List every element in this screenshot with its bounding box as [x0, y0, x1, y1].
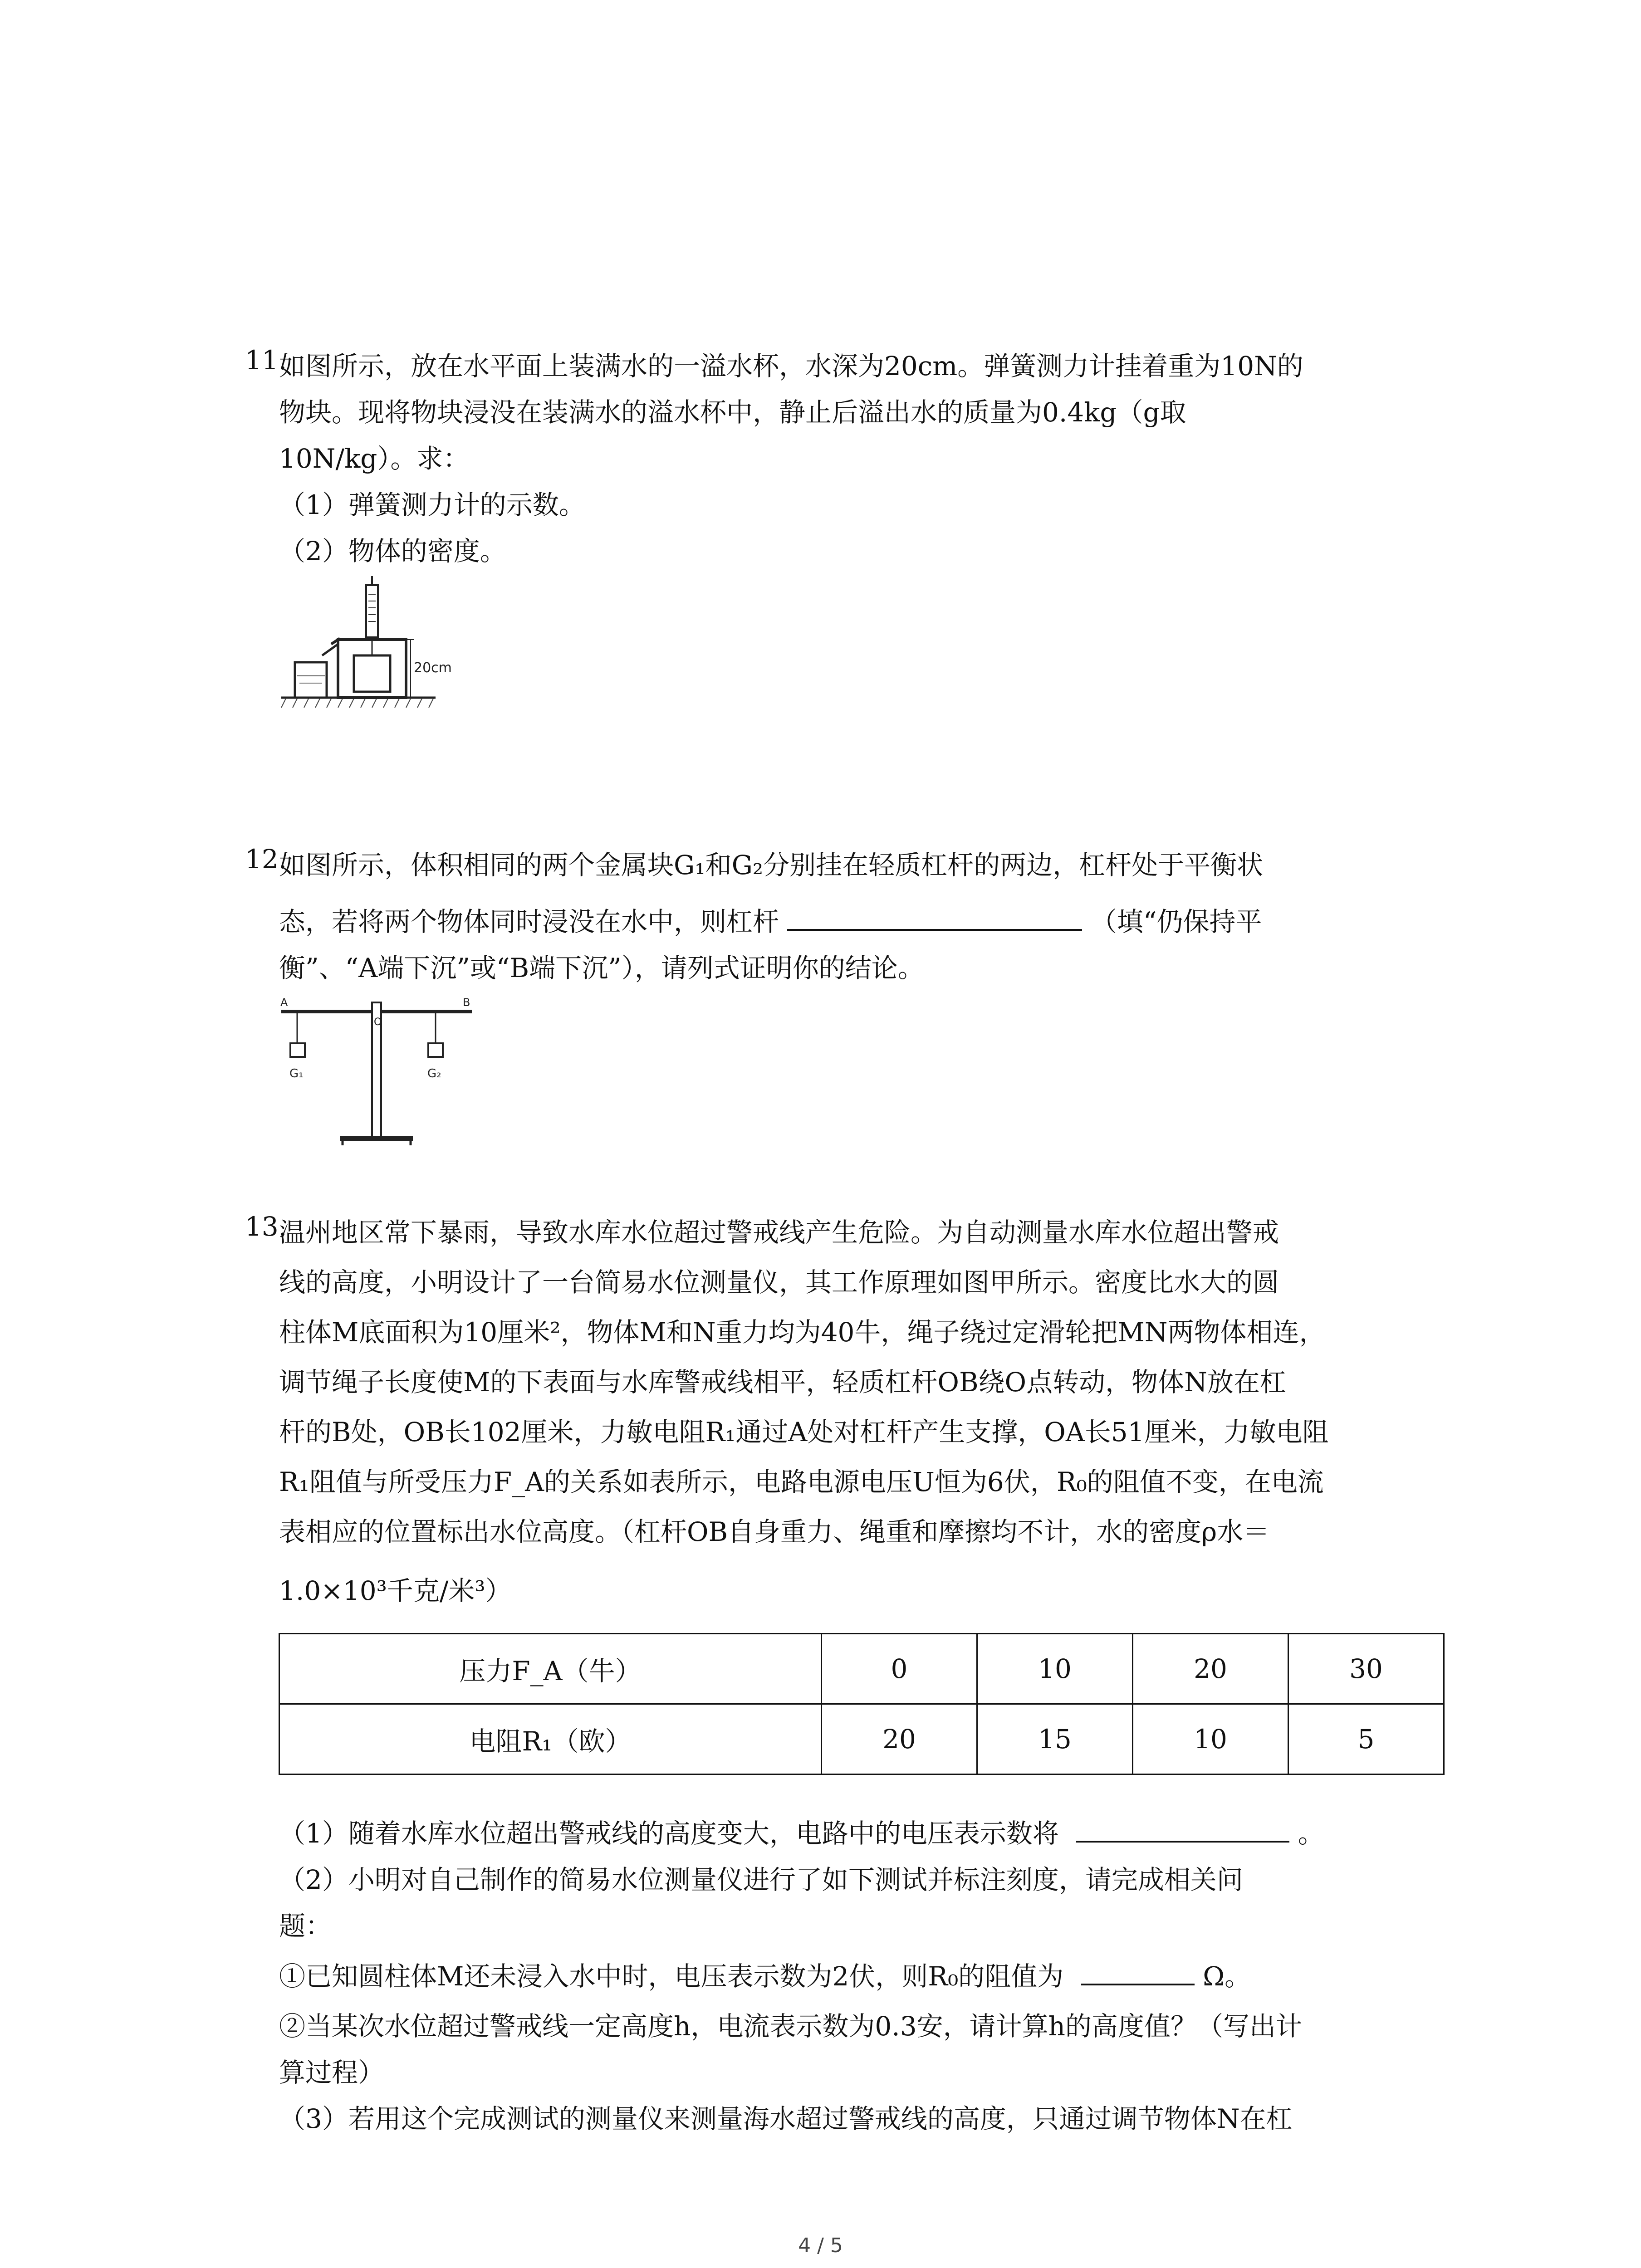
table-cell-label: 压力F_A（牛） [279, 1634, 822, 1704]
table-cell: 10 [1133, 1704, 1288, 1774]
q11-figure [281, 576, 452, 712]
q12-label-o: O [374, 1017, 382, 1028]
q13-text-line3: 柱体M底面积为10厘米²，物体M和N重力均为40牛，绳子绕过定滑轮把MN两物体相连， [279, 1317, 1326, 1348]
table-cell: 15 [977, 1704, 1133, 1774]
q13-part2-item1-text: ①已知圆柱体M还未浸入水中时，电压表示数为2伏，则R₀的阻值为 [279, 1961, 1064, 1992]
table-cell: 20 [822, 1704, 977, 1774]
q13-r0-blank[interactable] [1081, 1982, 1195, 1985]
q12-label-g1: G₁ [289, 1067, 304, 1080]
q12-label-g2: G₂ [427, 1067, 441, 1080]
q13-part1-text: （1）随着水库水位超出警戒线的高度变大，电路中的电压表示数将 [279, 1818, 1059, 1849]
q13-number: 13. [245, 1211, 287, 1242]
q13-part2-item2-line1: ②当某次水位超过警戒线一定高度h，电流表示数为0.3安，请计算h的高度值？（写出计 [279, 2011, 1302, 2042]
q11-text-line2: 物块。现将物块浸没在装满水的溢水杯中，静止后溢出水的质量为0.4kg（g取 [279, 397, 1186, 428]
table-cell: 0 [822, 1634, 977, 1704]
q13-text-line7: 表相应的位置标出水位高度。（杠杆OB自身重力、绳重和摩擦均不计，水的密度ρ水＝ [279, 1516, 1270, 1547]
q12-text-line2 [279, 900, 1262, 938]
q13-part2-line1: （2）小明对自己制作的简易水位测量仪进行了如下测试并标注刻度，请完成相关问 [279, 1864, 1243, 1895]
q13-part3: （3）若用这个完成测试的测量仪来测量海水超过警戒线的高度，只通过调节物体N在杠 [279, 2103, 1293, 2134]
q13-part2-line2: 题： [279, 1911, 332, 1941]
q11-subquestion-1: （1）弹簧测力计的示数。 [279, 489, 585, 520]
q13-text-line8: 1.0×10³千克/米³） [279, 1575, 512, 1606]
q13-part2-item1 [279, 1955, 1251, 1993]
q13-part2-item2-line2: 算过程） [279, 2057, 385, 2088]
q11-text-line1: 如图所示，放在水平面上装满水的一溢水杯，水深为20cm。弹簧测力计挂着重为10N的 [279, 351, 1303, 381]
q12-number: 12. [245, 844, 287, 875]
table-row [279, 1634, 1444, 1704]
q13-text-line6: R₁阻值与所受压力F_A的关系如表所示，电路电源电压U恒为6伏，R₀的阻值不变，在电流 [279, 1466, 1324, 1497]
table-row [279, 1704, 1444, 1774]
page-number: 4 / 5 [798, 2234, 843, 2257]
q11-subquestion-2: （2）物体的密度。 [279, 536, 506, 567]
q13-part1-blank[interactable] [1076, 1839, 1289, 1843]
q13-text-line5: 杆的B处，OB长102厘米，力敏电阻R₁通过A处对杠杆产生支撑，OA长51厘米，力敏电阻 [279, 1417, 1329, 1447]
q12-label-a: A [280, 996, 288, 1009]
q13-text-line1: 温州地区常下暴雨，导致水库水位超过警戒线产生危险。为自动测量水库水位超出警戒 [279, 1217, 1279, 1248]
q13-part1 [279, 1812, 1324, 1850]
q11-depth-label: 20cm [414, 660, 452, 676]
q11-number: 11. [245, 345, 287, 376]
q12-text-line1: 如图所示，体积相同的两个金属块G₁和G₂分别挂在轻质杠杆的两边，杠杆处于平衡状 [279, 850, 1264, 880]
q12-text-line2b: （填“仍保持平 [1090, 906, 1262, 937]
table-cell: 20 [1133, 1634, 1288, 1704]
q12-text-line3: 衡”、“A端下沉”或“B端下沉”），请列式证明你的结论。 [279, 953, 924, 983]
table-cell-label: 电阻R₁（欧） [279, 1704, 822, 1774]
q12-text-line2a: 态，若将两个物体同时浸没在水中，则杠杆 [279, 906, 779, 937]
q13-text-line4: 调节绳子长度使M的下表面与水库警戒线相平，轻质杠杆OB绕O点转动，物体N放在杠 [279, 1367, 1286, 1398]
table-cell: 30 [1288, 1634, 1444, 1704]
table-cell: 5 [1288, 1704, 1444, 1774]
q13-text-line2: 线的高度，小明设计了一台简易水位测量仪，其工作原理如图甲所示。密度比水大的圆 [279, 1267, 1279, 1298]
q12-figure [272, 993, 481, 1148]
q13-data-table [279, 1633, 1445, 1775]
q12-label-b: B [463, 996, 470, 1009]
q13-part1-end: 。 [1298, 1818, 1324, 1849]
q13-part2-item1-unit: Ω。 [1203, 1961, 1251, 1992]
q12-answer-blank[interactable] [787, 927, 1082, 931]
table-cell: 10 [977, 1634, 1133, 1704]
q11-text-line3: 10N/kg）。求： [279, 443, 470, 474]
